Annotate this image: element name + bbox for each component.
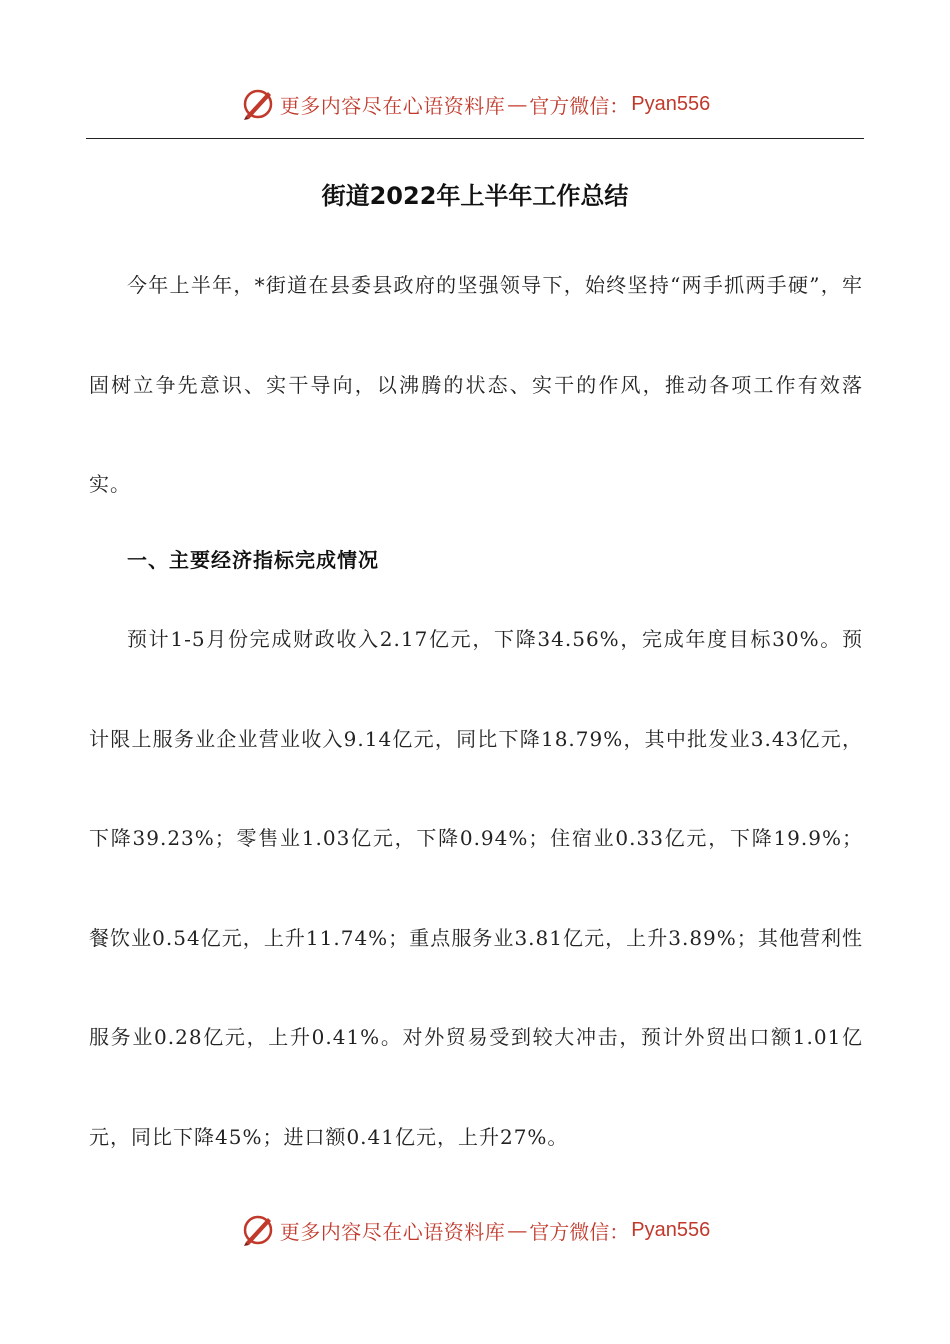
pen-logo-icon [240,1212,276,1248]
header-divider [86,138,864,139]
banner-dash: — [507,1218,528,1242]
banner-wechat-id: Pyan556 [631,92,711,115]
banner-text: 更多内容尽在心语资料库 [279,1219,506,1244]
banner-label: 官方微信： [529,1219,630,1244]
economic-indicators-paragraph: 预计1-5月份完成财政收入2.17亿元，下降34.56%，完成年度目标30%。预计限上服务业企业营业收入9.14亿元，同比下降18.79%，其中批发业3.43亿元，下降39.23%；零售业1.03亿元，下降0.94%；住宿业0.33亿元，下降19.9%；餐饮业0.54亿元，上升11.74%；重点服务业3.81亿元，上升3.89%；其他营利性服务业0.28亿元，上升0.41%。对外贸易受到较大冲击，预计外贸出口额1.01亿元，同比下降45%；进口额0.41亿元，上升27%。 [89,627,863,1149]
section-heading: 一、主要经济指标完成情况 [127,548,379,572]
header-banner [0,84,950,124]
banner-text: 更多内容尽在心语资料库 [279,93,506,118]
banner-dash: — [507,92,528,116]
banner-label: 官方微信： [529,93,630,118]
document-title: 街道2022年上半年工作总结 [321,182,629,210]
intro-paragraph: 今年上半年，*街道在县委县政府的坚强领导下，始终坚持“两手抓两手硬”，牢固树立争先意识、实干导向，以沸腾的状态、实干的作风，推动各项工作有效落实。 [89,273,863,496]
pen-logo-icon [240,86,276,122]
footer-banner [0,1210,950,1250]
banner-wechat-id: Pyan556 [631,1218,711,1241]
